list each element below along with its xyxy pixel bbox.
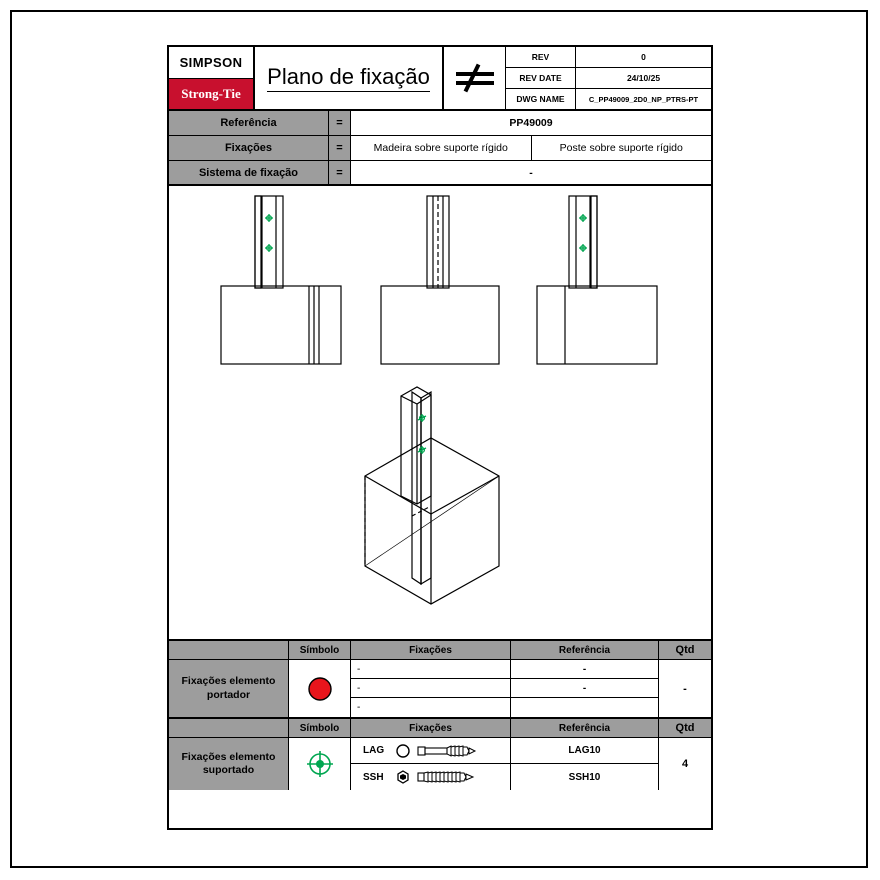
reference-equals: =	[329, 111, 351, 135]
logo-simpson-text: SIMPSON	[169, 47, 253, 79]
dwg-name-value: C_PP49009_2D0_NP_PTRS-PT	[588, 94, 699, 104]
hex-screw-icon	[417, 769, 481, 785]
legend-supported-body	[169, 738, 711, 790]
legend-carrier-col-fixings: Fixações	[351, 641, 511, 659]
legend-carrier-element	[169, 641, 711, 719]
legend-carrier-fixings-cell	[351, 660, 511, 717]
reference-row	[169, 111, 711, 136]
lag-screw-icon	[417, 743, 481, 759]
reference-value: PP49009	[509, 117, 553, 129]
legend-supported-element	[169, 719, 711, 790]
legend-carrier-body	[169, 660, 711, 717]
title-sheet	[167, 45, 713, 830]
system-value: -	[529, 166, 533, 179]
reference-label: Referência	[169, 111, 329, 135]
legend-supported-header	[169, 719, 711, 738]
legend-supported-col-reference: Referência	[511, 719, 659, 737]
system-row	[169, 161, 711, 186]
legend-supported-fixings-cell	[351, 738, 511, 790]
rev-row	[506, 47, 711, 68]
logo-strongtie-text: Strong-Tie	[169, 79, 253, 110]
isometric-fastener-marks	[418, 414, 426, 454]
red-filled-circle-icon	[305, 674, 335, 704]
fixing-lag-code: LAG	[363, 745, 385, 756]
simpson-strongtie-logo	[169, 47, 255, 109]
revision-meta	[506, 47, 711, 109]
round-head-icon	[395, 743, 411, 759]
fixings-label: Fixações	[169, 136, 329, 160]
legend-supported-header-spacer	[169, 719, 289, 737]
legend-supported-qtd: 4	[681, 758, 689, 770]
dwg-name-row	[506, 89, 711, 109]
technical-drawing	[169, 186, 711, 638]
fixings-value-right: Poste sobre suporte rígido	[559, 142, 683, 154]
legend-supported-col-symbol: Símbolo	[289, 719, 351, 737]
fixings-row	[169, 136, 711, 161]
legend-carrier-fixing-2: -	[351, 679, 510, 698]
legend-supported-reference-cell	[511, 738, 659, 790]
rev-date-value: 24/10/25	[626, 73, 661, 83]
legend-supported-col-fixings: Fixações	[351, 719, 511, 737]
dwg-name-label: DWG NAME	[506, 89, 576, 109]
legend-carrier-reference-3	[511, 698, 658, 717]
legend-carrier-reference-1: -	[511, 660, 658, 679]
front-view	[221, 196, 341, 364]
fixings-value-left: Madeira sobre suporte rígido	[351, 136, 532, 160]
back-view	[537, 196, 657, 364]
front-view-fastener-marks	[265, 214, 273, 252]
legend-supported-name: Fixações elemento suportado	[169, 738, 289, 790]
legend-carrier-reference-cell	[511, 660, 659, 717]
legend-carrier-col-qtd: Qtd	[659, 641, 711, 659]
fixing-ssh-code: SSH	[363, 771, 384, 783]
legend-carrier-fixing-3: -	[357, 702, 361, 713]
title-block	[169, 47, 711, 111]
isometric-view	[365, 387, 499, 604]
legend-carrier-fixing-1: -	[351, 660, 510, 679]
drawing-area	[169, 186, 711, 641]
green-crosshair-circle-icon	[304, 748, 336, 780]
legend-carrier-header-spacer	[169, 641, 289, 659]
fixing-lag-line	[357, 743, 481, 759]
side-view	[381, 196, 499, 364]
fixing-ssh-line	[357, 769, 481, 785]
rev-date-row	[506, 68, 711, 89]
rev-value: 0	[641, 52, 646, 62]
fixings-equals: =	[329, 136, 351, 160]
legend-carrier-qtd: -	[683, 682, 687, 695]
hex-head-icon	[395, 769, 411, 785]
not-equal-symbol-cell	[444, 47, 506, 109]
legend-carrier-col-symbol: Símbolo	[289, 641, 351, 659]
system-equals: =	[329, 161, 351, 184]
legend-supported-fixing-row-2	[351, 764, 510, 790]
legend-supported-fixing-row-1	[351, 738, 510, 764]
legend-carrier-header	[169, 641, 711, 660]
legend-supported-col-qtd: Qtd	[659, 719, 711, 737]
sheet-title	[255, 47, 444, 109]
legend-carrier-name: Fixações elemento portador	[169, 660, 289, 717]
legend-carrier-symbol-cell	[289, 660, 351, 717]
sheet-title-text: Plano de fixação	[267, 64, 430, 92]
legend-supported-reference-2: SSH10	[568, 771, 601, 783]
rev-label: REV	[506, 47, 576, 67]
back-view-fastener-marks	[579, 214, 587, 252]
system-label: Sistema de fixação	[169, 161, 329, 184]
legend-supported-reference-1: LAG10	[511, 738, 658, 764]
not-equal-icon	[452, 61, 498, 95]
legend-supported-symbol-cell	[289, 738, 351, 790]
rev-date-label: REV DATE	[506, 68, 576, 88]
legend-carrier-col-reference: Referência	[511, 641, 659, 659]
legend-carrier-reference-2: -	[511, 679, 658, 698]
